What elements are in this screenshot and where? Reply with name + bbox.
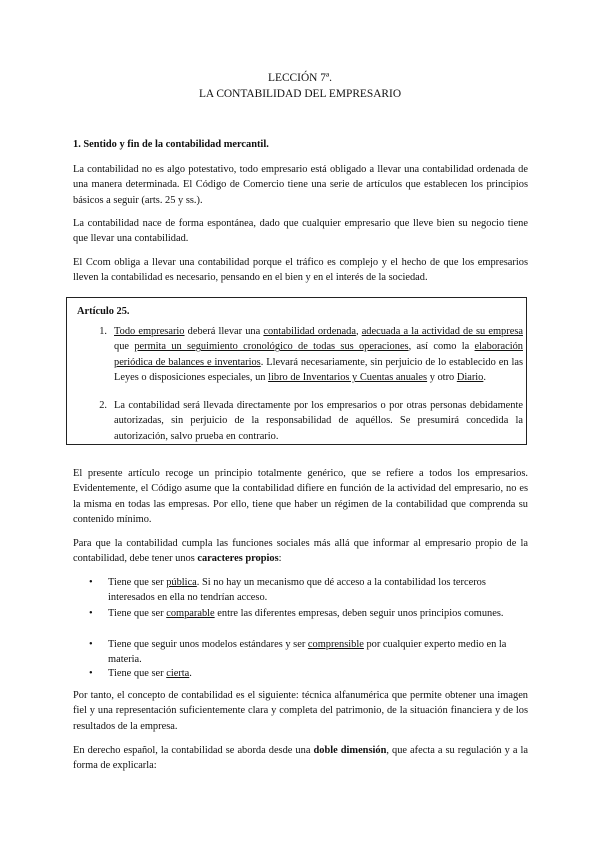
underlined-phrase: Todo empresario [114,326,185,337]
bullet-icon: • [89,608,93,619]
list-item-text [108,637,528,668]
text-run: Tiene que seguir unos modelos estándares y ser [108,639,308,650]
list-item-text [108,575,528,606]
text-run: : [278,553,282,565]
text-run: . Llevará necesariamente, sin perjuicio de lo establecido en las Leyes o disposiciones especiales, un [114,356,523,384]
bold-phrase: doble dimensión [313,745,387,756]
list-item-text [108,666,528,681]
bullet-icon: • [89,668,93,679]
text-run: Tiene que ser [108,577,167,588]
text-run: . [483,372,486,384]
item-number: 1. [99,326,107,337]
text-run: , que afecta a su regulación y a la forma de explicarla: [73,745,529,772]
underlined-phrase: elaboración periódica de balances e inventarios [114,341,523,368]
paragraph-4: El presente artículo recoge un principio totalmente genérico, que se refiere a todos los empresarios. Evidentemente, el Código asume que la contabilidad difiere en función de la actividad del empresario, no es la misma en todas las empresas. Por ello, tiene que haber un régimen de la contabilidad que comprenda su contenido mínimo. [73,468,528,526]
text-run: , así como la [408,341,475,353]
page-title: LA CONTABILIDAD DEL EMPRESARIO [198,88,402,100]
underlined-phrase: adecuada a la actividad de su empresa [361,326,523,337]
bullet-icon: • [89,577,93,588]
underlined-phrase: comprensible [307,639,364,650]
text-run: . [189,668,192,679]
underlined-phrase: cierta [166,668,190,679]
paragraph-2: La contabilidad nace de forma espontánea, dado que cualquier empresario que lleve bien su negocio tiene que llevar una contabilidad. [73,218,528,245]
text-run: deberá llevar una [184,326,264,337]
text-run: por cualquier experto medio en la materia. [108,639,507,666]
section-heading: 1. Sentido y fin de la contabilidad mercantil. [73,139,269,150]
lesson-number: LECCIÓN 7ª. [268,72,332,84]
paragraph-3: El Ccom obliga a llevar una contabilidad porque el tráfico es complejo y el hecho de que los empresarios lleven la contabilidad es necesario, pensando en el bien y en el interés de la sociedad. [73,257,528,284]
item-number: 2. [99,400,107,411]
text-run: , [355,326,362,337]
bold-phrase: caracteres propios [197,553,279,565]
paragraph-1: La contabilidad no es algo potestativo, todo empresario está obligado a llevar una contabilidad ordenada de una manera determinada. El Código de Comercio tiene una serie de artículos que establecen los principios básicos a seguir (arts. 25 y ss.). [73,164,528,206]
list-item-text [108,606,528,621]
paragraph-7 [73,743,528,774]
paragraph-5 [73,536,528,567]
text-run: Para que la contabilidad cumpla las funciones sociales más allá que informar al empresario propio de la contabilidad, debe tener unos [73,538,528,565]
text-run: Tiene que ser [108,608,167,619]
article-box [66,297,527,445]
text-run: y otro [427,372,457,384]
underlined-phrase: libro de Inventarios y Cuentas anuales [268,372,428,384]
item-text: La contabilidad será llevada directamente por los empresarios o por otras personas debidamente autorizadas, sin perjuicio de la responsabilidad de aquéllos. Se presumirá concedida la autorización, salvo prueba en contrario. [114,400,523,442]
underlined-phrase: pública [166,577,197,588]
underlined-phrase: permita un seguimiento cronológico de todas sus operaciones [134,341,409,353]
article-title: Artículo 25. [77,306,130,317]
text-run: En derecho español, la contabilidad se aborda desde una [73,745,314,756]
text-run: Tiene que ser [108,668,167,679]
underlined-phrase: contabilidad ordenada [263,326,356,337]
bullet-icon: • [89,639,93,650]
underlined-phrase: Diario [456,372,484,384]
underlined-phrase: comparable [166,608,215,619]
text-run: . Si no hay un mecanismo que dé acceso a la contabilidad los terceros interesados en ella no tendrían acceso. [108,577,486,604]
item-text [114,324,523,386]
paragraph-6: Por tanto, el concepto de contabilidad es el siguiente: técnica alfanumérica que permite obtener una imagen fiel y una representación suficientemente clara y completa del patrimonio, de la situación financiera y de los resultados de la empresa. [73,690,528,732]
text-run: entre las diferentes empresas, deben seguir unos principios comunes. [214,608,504,619]
text-run: que [114,341,135,353]
